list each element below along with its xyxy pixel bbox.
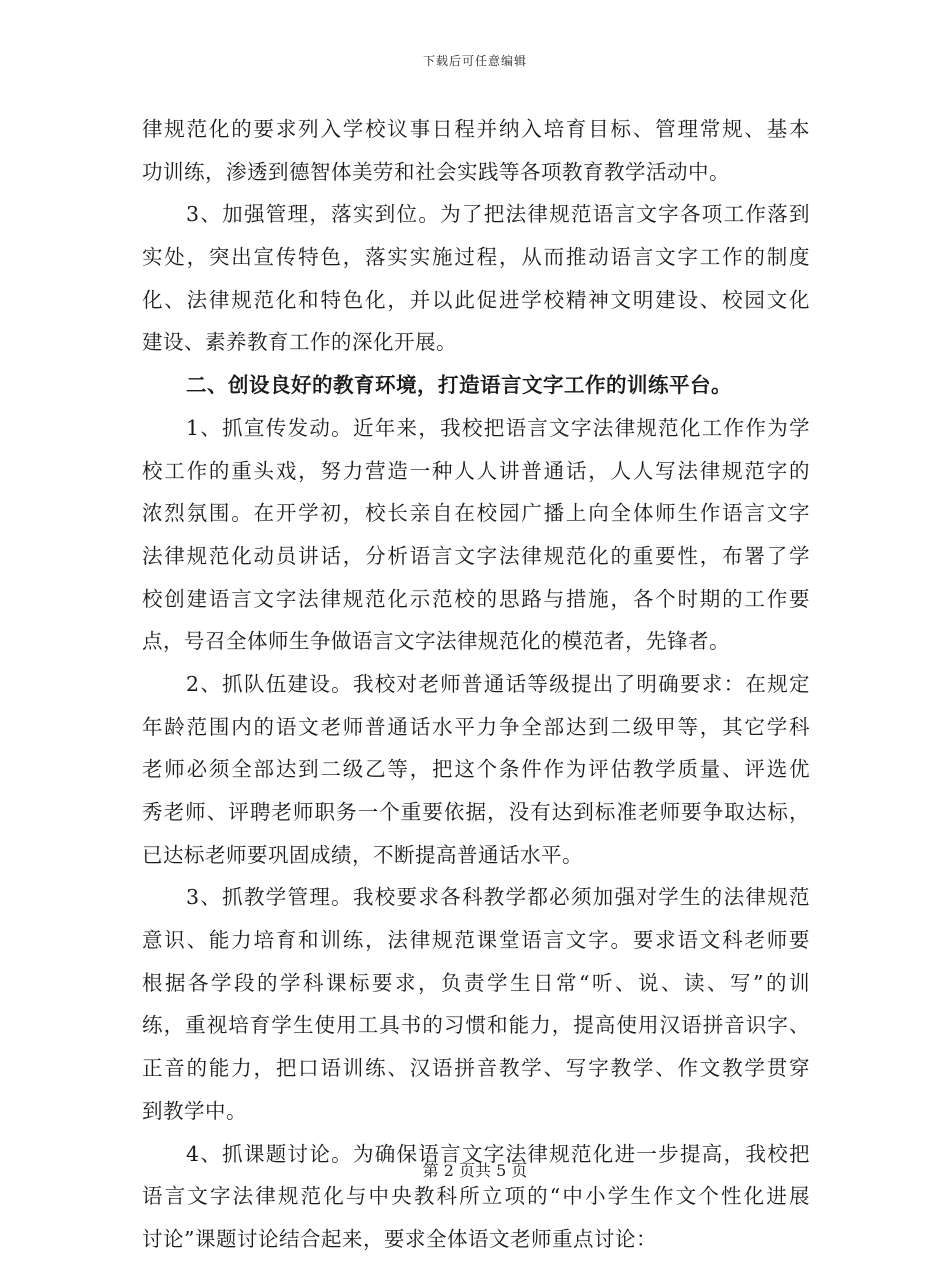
- text-line: 练，重视培育学生使用工具书的习惯和能力，提高使用汉语拼音识字、: [142, 1013, 810, 1038]
- page-footer: 第 2 页共 5 页: [422, 1161, 528, 1180]
- text-line: 校工作的重头戏，努力营造一种人人讲普通话，人人写法律规范字的: [142, 458, 810, 483]
- section-heading: 二、创设良好的教育环境，打造语言文字工作的训练平台。: [186, 373, 732, 398]
- text-line: 2、抓队伍建设。我校对老师普通话等级提出了明确要求：在规定: [186, 671, 810, 696]
- text-line: 浓烈氛围。在开学初，校长亲自在校园广播上向全体师生作语言文字: [142, 501, 810, 526]
- text-line: 4、抓课题讨论。为确保语言文字法律规范化进一步提高，我校把: [186, 1141, 810, 1166]
- text-line: 语言文字法律规范化与中央教科所立项的“中小学生作文个性化进展: [142, 1184, 810, 1209]
- text-line: 1、抓宣传发动。近年来，我校把语言文字法律规范化工作作为学: [186, 415, 810, 440]
- text-line: 法律规范化动员讲话，分析语言文字法律规范化的重要性，布署了学: [142, 543, 810, 568]
- text-line: 秀老师、评聘老师职务一个重要依据，没有达到标准老师要争取达标，: [142, 800, 810, 824]
- text-line: 3、加强管理，落实到位。为了把法律规范语言文字各项工作落到: [186, 202, 810, 227]
- text-line: 3、抓教学管理。我校要求各科教学都必须加强对学生的法律规范: [186, 885, 810, 910]
- text-line: 化、法律规范化和特色化，并以此促进学校精神文明建设、校园文化: [142, 287, 810, 312]
- text-line: 功训练，渗透到德智体美劳和社会实践等各项教育教学活动中。: [142, 159, 730, 184]
- text-line: 到教学中。: [142, 1098, 247, 1123]
- text-line: 讨论”课题讨论结合起来，要求全体语文老师重点讨论：: [142, 1226, 657, 1251]
- text-line: 律规范化的要求列入学校议事日程并纳入培育目标、管理常规、基本: [142, 117, 810, 141]
- text-line: 建设、素养教育工作的深化开展。: [142, 330, 457, 355]
- page-header: 下载后可任意编辑: [422, 54, 527, 68]
- text-line: 意识、能力培育和训练，法律规范课堂语言文字。要求语文科老师要: [142, 928, 810, 953]
- text-line: 校创建语言文字法律规范化示范校的思路与措施，各个时期的工作要: [142, 586, 810, 611]
- text-line: 根据各学段的学科课标要求，负责学生日常“听、说、读、写”的训: [142, 970, 810, 995]
- text-line: 点，号召全体师生争做语言文字法律规范化的模范者，先锋者。: [142, 629, 730, 654]
- text-line: 已达标老师要巩固成绩，不断提高普通话水平。: [142, 842, 583, 867]
- text-line: 正音的能力，把口语训练、汉语拼音教学、写字教学、作文教学贯穿: [142, 1056, 810, 1081]
- text-line: 年龄范围内的语文老师普通话水平力争全部达到二级甲等，其它学科: [142, 714, 810, 739]
- document-body: [142, 108, 810, 1261]
- text-line: 老师必须全部达到二级乙等，把这个条件作为评估教学质量、评选优: [142, 757, 810, 782]
- text-line: 实处，突出宣传特色，落实实施过程，从而推动语言文字工作的制度: [142, 245, 810, 270]
